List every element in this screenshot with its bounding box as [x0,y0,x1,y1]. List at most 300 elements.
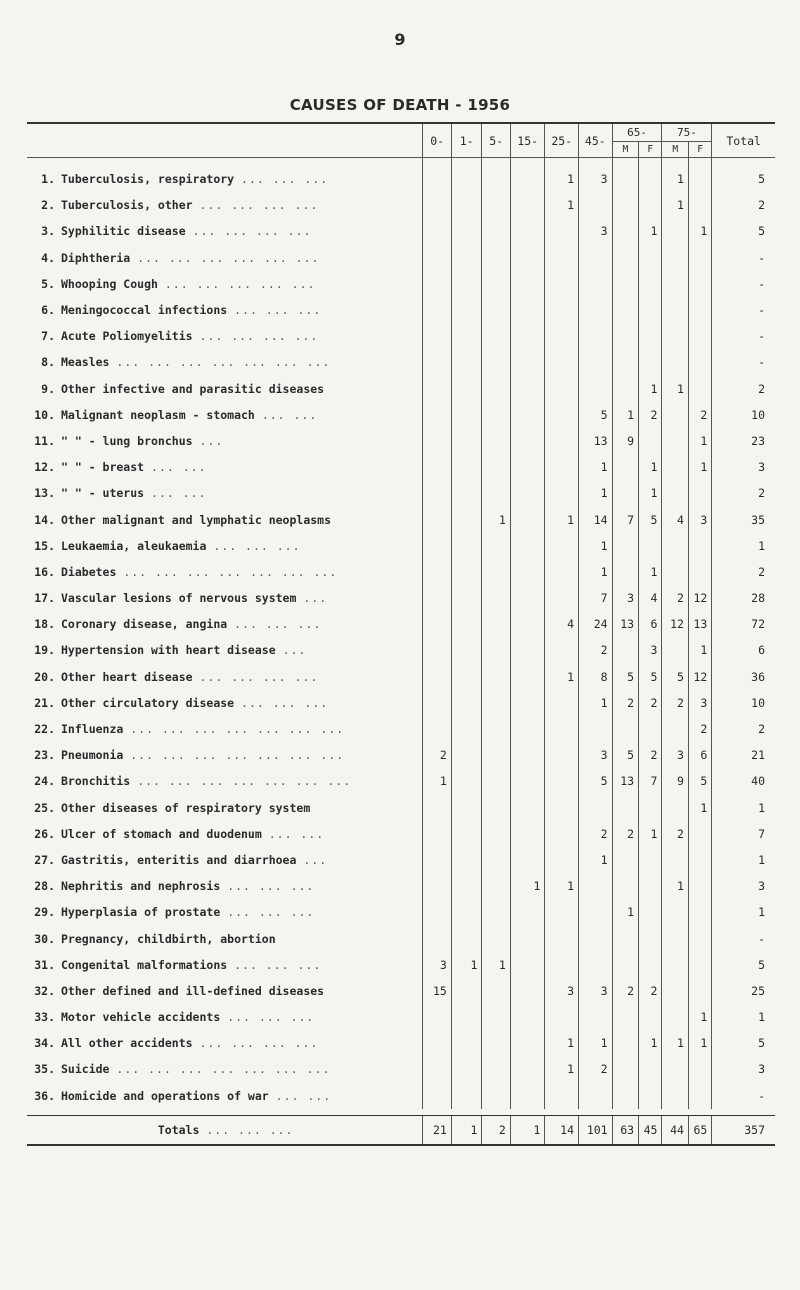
count-cell [612,1004,638,1030]
count-cell [688,323,711,349]
count-cell [545,899,579,925]
count-cell: 1 [662,376,688,402]
count-cell [612,925,638,951]
cause-label-cell [27,480,423,506]
row-number: 12. [34,460,55,475]
table-row [27,1030,775,1056]
row-number: 27. [34,852,55,867]
count-cell: 1 [639,218,662,244]
count-cell [639,1056,662,1082]
count-cell [612,454,638,480]
totals-cell: 1 [451,1115,482,1145]
count-cell [688,873,711,899]
count-cell [688,533,711,559]
table-row [27,873,775,899]
row-total-cell: - [712,271,775,297]
leader-dots: ... ... ... ... [199,669,319,684]
cause-label-cell [27,952,423,978]
count-cell: 1 [482,952,510,978]
cause-name: Other malignant and lymphatic neoplasms [61,512,332,527]
count-cell [639,158,662,193]
count-cell: 2 [579,1056,613,1082]
count-cell: 1 [688,454,711,480]
count-cell: 1 [423,768,451,794]
leader-dots: ... ... ... ... ... ... ... [130,748,345,763]
count-cell: 1 [688,218,711,244]
count-cell [545,925,579,951]
count-cell [482,271,510,297]
count-cell [579,795,613,821]
count-cell [639,192,662,218]
table-row [27,323,775,349]
count-cell [482,158,510,193]
count-cell: 2 [639,742,662,768]
count-cell [688,245,711,271]
table-row [27,559,775,585]
count-cell [423,480,451,506]
count-cell [482,768,510,794]
count-cell [688,297,711,323]
table-row [27,271,775,297]
cause-name: Motor vehicle accidents [61,1010,221,1025]
count-cell [662,297,688,323]
count-cell: 1 [579,454,613,480]
count-cell [545,297,579,323]
row-total-cell: 25 [712,978,775,1004]
count-cell [545,323,579,349]
leader-dots: ... ... ... [227,905,315,920]
header-age-65: 65- [612,123,662,142]
count-cell [451,690,482,716]
count-cell [612,795,638,821]
leader-dots: ... ... ... ... ... ... ... [116,355,331,370]
count-cell [423,158,451,193]
count-cell [612,847,638,873]
row-total-cell: - [712,1083,775,1109]
cause-label-cell [27,742,423,768]
count-cell: 8 [579,664,613,690]
row-number: 15. [34,538,55,553]
page-number: 9 [394,30,406,49]
count-cell: 1 [545,192,579,218]
cause-name: Coronary disease, angina [61,617,228,632]
count-cell [482,245,510,271]
table-row [27,158,775,193]
count-cell: 9 [662,768,688,794]
count-cell [482,218,510,244]
count-cell [510,349,545,375]
count-cell: 1 [545,873,579,899]
count-cell: 13 [579,428,613,454]
count-cell [662,899,688,925]
grand-total-cell: 357 [712,1115,775,1145]
count-cell [423,847,451,873]
row-total-cell: 1 [712,1004,775,1030]
row-total-cell: 10 [712,402,775,428]
count-cell [482,1083,510,1109]
count-cell: 1 [639,480,662,506]
count-cell [662,978,688,1004]
count-cell: 5 [579,402,613,428]
count-cell [510,402,545,428]
count-cell [451,376,482,402]
count-cell [482,742,510,768]
count-cell [423,559,451,585]
leader-dots: ... ... [151,486,207,501]
table-body [27,158,775,1145]
count-cell [451,585,482,611]
count-cell: 2 [662,821,688,847]
row-total-cell: 1 [712,795,775,821]
count-cell [482,376,510,402]
cause-label-cell [27,1004,423,1030]
count-cell [688,349,711,375]
totals-cell: 1 [510,1115,545,1145]
cause-label-cell [27,297,423,323]
row-number: 25. [34,800,55,815]
cause-name: Other diseases of respiratory system [61,800,311,815]
count-cell [662,454,688,480]
count-cell: 5 [639,664,662,690]
count-cell: 1 [545,664,579,690]
count-cell [482,480,510,506]
count-cell [423,192,451,218]
count-cell [612,1030,638,1056]
cause-label-cell [27,585,423,611]
cause-name: Bronchitis [61,774,131,789]
count-cell [612,716,638,742]
row-number: 36. [34,1088,55,1103]
count-cell [612,1056,638,1082]
count-cell [510,323,545,349]
row-total-cell: 5 [712,952,775,978]
count-cell: 1 [510,873,545,899]
count-cell [510,158,545,193]
count-cell [423,1030,451,1056]
count-cell [579,873,613,899]
count-cell [423,795,451,821]
count-cell [545,428,579,454]
count-cell [510,978,545,1004]
count-cell [510,821,545,847]
count-cell [545,847,579,873]
count-cell [510,1004,545,1030]
count-cell: 1 [612,899,638,925]
count-cell: 1 [451,952,482,978]
leader-dots: ... [303,591,328,606]
cause-label-cell [27,559,423,585]
table-row [27,795,775,821]
leader-dots: ... [282,643,307,658]
count-cell [482,1030,510,1056]
count-cell: 1 [545,158,579,193]
count-cell [423,611,451,637]
count-cell [579,192,613,218]
count-cell: 2 [662,585,688,611]
count-cell [482,847,510,873]
cause-label-cell [27,454,423,480]
count-cell [423,1004,451,1030]
cause-name: Syphilitic disease [61,224,186,239]
count-cell [423,297,451,323]
count-cell: 7 [639,768,662,794]
totals-cell: 21 [423,1115,451,1145]
count-cell [639,245,662,271]
count-cell [662,1083,688,1109]
count-cell [688,899,711,925]
count-cell [510,1030,545,1056]
cause-name: Ulcer of stomach and duodenum [61,826,262,841]
count-cell: 2 [612,978,638,1004]
count-cell [451,192,482,218]
count-cell [662,402,688,428]
count-cell: 3 [579,158,613,193]
count-cell [482,873,510,899]
header-total: Total [712,123,775,158]
totals-cell: 63 [612,1115,638,1145]
cause-label-cell [27,1056,423,1082]
table-row [27,637,775,663]
row-number: 35. [34,1062,55,1077]
count-cell [545,637,579,663]
count-cell [688,978,711,1004]
count-cell: 1 [639,376,662,402]
leader-dots: ... ... ... ... [199,1036,319,1051]
table-row [27,506,775,532]
header-65-female: F [639,142,662,158]
count-cell [510,690,545,716]
count-cell: 5 [639,506,662,532]
row-total-cell: - [712,323,775,349]
row-number: 24. [34,774,55,789]
count-cell: 9 [612,428,638,454]
count-cell [451,454,482,480]
table-row [27,585,775,611]
cause-label-cell [27,158,423,193]
cause-label-cell [27,795,423,821]
totals-cell: 2 [482,1115,510,1145]
count-cell: 13 [612,768,638,794]
table-row [27,376,775,402]
count-cell [662,716,688,742]
leader-dots: ... ... ... ... [192,224,312,239]
count-cell [423,637,451,663]
count-cell: 3 [688,690,711,716]
count-cell [510,611,545,637]
count-cell: 5 [662,664,688,690]
count-cell [579,952,613,978]
count-cell [451,847,482,873]
row-total-cell: 35 [712,506,775,532]
row-number: 19. [34,643,55,658]
cause-label-cell [27,716,423,742]
table-row [27,533,775,559]
count-cell [451,1004,482,1030]
count-cell [482,1004,510,1030]
count-cell [688,271,711,297]
count-cell [451,821,482,847]
cause-name: Pregnancy, childbirth, abortion [61,931,276,946]
count-cell [451,271,482,297]
table-row [27,847,775,873]
row-total-cell: 2 [712,559,775,585]
cause-name: Tuberculosis, respiratory [61,172,235,187]
count-cell [612,480,638,506]
cause-label-cell [27,847,423,873]
count-cell: 3 [579,978,613,1004]
count-cell [423,873,451,899]
header-age-1: 1- [451,123,482,158]
count-cell: 2 [639,978,662,1004]
count-cell [612,637,638,663]
row-number: 7. [41,329,55,344]
count-cell [579,1004,613,1030]
leader-dots: ... ... [268,826,325,841]
count-cell [423,925,451,951]
table-row [27,402,775,428]
count-cell [662,925,688,951]
count-cell: 1 [639,1030,662,1056]
leader-dots: ... ... ... ... ... ... ... [116,1062,331,1077]
count-cell [688,559,711,585]
cause-name: Malignant neoplasm - stomach [61,407,255,422]
count-cell: 5 [579,768,613,794]
count-cell [482,978,510,1004]
count-cell [639,795,662,821]
leader-dots: ... ... ... ... [199,198,319,213]
count-cell: 1 [639,559,662,585]
cause-label-cell [27,218,423,244]
count-cell [639,952,662,978]
count-cell: 6 [688,742,711,768]
count-cell [451,925,482,951]
cause-name: Congenital malformations [61,957,228,972]
count-cell [510,218,545,244]
count-cell [423,271,451,297]
table-row [27,611,775,637]
count-cell [482,899,510,925]
totals-cell: 45 [639,1115,662,1145]
row-number: 6. [41,303,55,318]
row-total-cell: - [712,925,775,951]
cause-name: Homicide and operations of war [61,1088,269,1103]
leader-dots: ... ... ... [227,879,315,894]
cause-label-cell [27,506,423,532]
cause-label-cell [27,271,423,297]
count-cell [612,158,638,193]
row-number: 34. [34,1036,55,1051]
count-cell [662,795,688,821]
count-cell [662,245,688,271]
count-cell [662,559,688,585]
table-row [27,952,775,978]
count-cell [451,873,482,899]
causes-of-death-table [27,122,775,1146]
count-cell [662,533,688,559]
count-cell [639,1004,662,1030]
leader-dots: ... [303,852,328,867]
count-cell [688,925,711,951]
count-cell: 4 [639,585,662,611]
row-number: 23. [34,748,55,763]
count-cell [423,899,451,925]
row-total-cell: 21 [712,742,775,768]
count-cell [545,690,579,716]
count-cell [612,1083,638,1109]
row-number: 13. [34,486,55,501]
table-title: CAUSES OF DEATH - 1956 [289,96,511,114]
count-cell: 7 [579,585,613,611]
count-cell: 4 [545,611,579,637]
cause-label-cell [27,899,423,925]
count-cell [662,1056,688,1082]
cause-label-cell [27,637,423,663]
count-cell: 3 [579,742,613,768]
cause-label-cell [27,873,423,899]
count-cell: 1 [639,454,662,480]
cause-label-cell [27,402,423,428]
table-row [27,742,775,768]
count-cell: 3 [423,952,451,978]
count-cell [451,506,482,532]
cause-name: Other heart disease [61,669,193,684]
count-cell [451,297,482,323]
table-row [27,716,775,742]
leader-dots: ... ... ... [206,1122,294,1137]
count-cell [510,480,545,506]
row-total-cell: 3 [712,1056,775,1082]
cause-name: " " - breast [61,460,145,475]
count-cell [510,952,545,978]
table-row [27,978,775,1004]
count-cell: 1 [662,1030,688,1056]
row-total-cell: 72 [712,611,775,637]
count-cell: 1 [482,506,510,532]
leader-dots: ... ... ... ... ... ... ... [137,774,352,789]
row-total-cell: 40 [712,768,775,794]
count-cell [510,637,545,663]
leader-dots: ... ... ... [213,538,301,553]
table-row [27,428,775,454]
cause-name: Pneumonia [61,748,124,763]
table-row [27,192,775,218]
count-cell [662,480,688,506]
count-cell [510,768,545,794]
count-cell: 3 [639,637,662,663]
count-cell [510,506,545,532]
count-cell: 13 [612,611,638,637]
row-number: 16. [34,564,55,579]
count-cell [482,192,510,218]
table-row [27,1056,775,1082]
count-cell [545,271,579,297]
count-cell: 7 [612,506,638,532]
count-cell [423,349,451,375]
table-row [27,664,775,690]
count-cell: 2 [612,690,638,716]
count-cell [482,795,510,821]
count-cell [579,323,613,349]
count-cell [545,454,579,480]
row-number: 28. [34,879,55,894]
count-cell [545,376,579,402]
count-cell [423,533,451,559]
count-cell [423,245,451,271]
count-cell [612,297,638,323]
leader-dots: ... ... [261,407,318,422]
count-cell [451,1030,482,1056]
count-cell [451,742,482,768]
